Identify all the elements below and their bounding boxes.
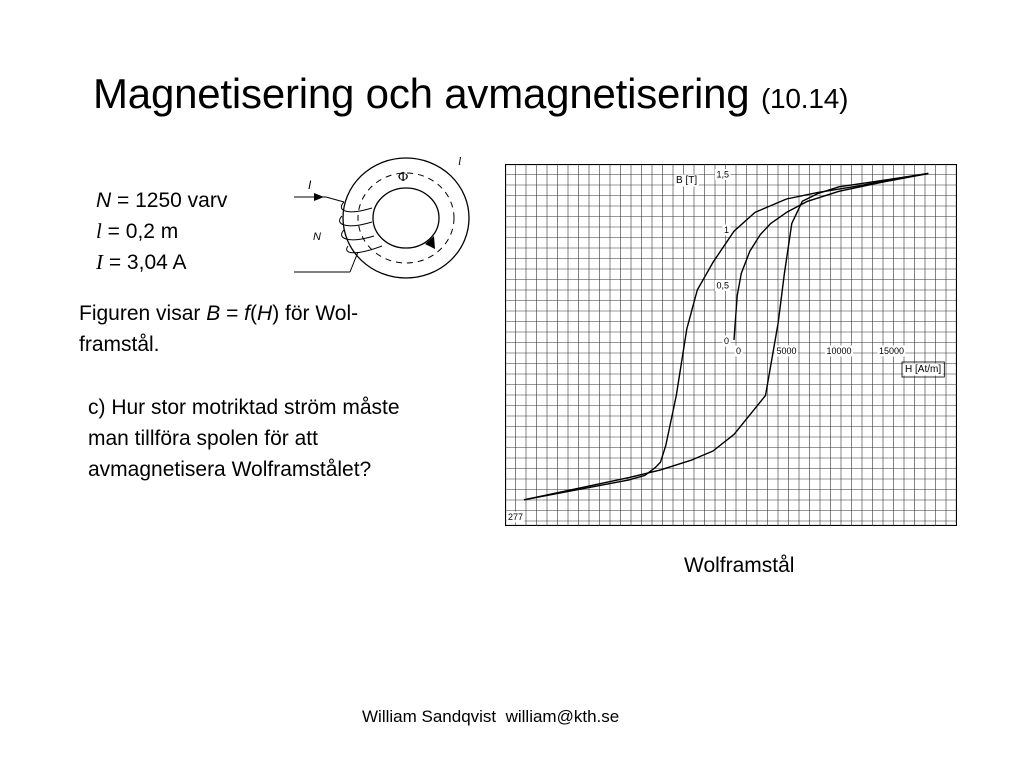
footer-author: William Sandqvist william@kth.se	[362, 707, 620, 726]
fig-text-eq: =	[220, 302, 245, 325]
y-tick-label: 1	[723, 225, 729, 235]
param-turns	[96, 186, 227, 216]
question-text	[88, 392, 400, 485]
param-current-value: = 3,04 A	[103, 251, 187, 274]
question-line1: c) Hur stor motriktad ström måste	[88, 396, 400, 419]
coil-turn-1	[341, 202, 372, 212]
chart-grid	[505, 164, 957, 526]
x-tick-label: 10000	[826, 346, 852, 356]
fig-text-pre: Figuren visar	[79, 302, 207, 325]
param-length	[96, 216, 227, 247]
fig-text-b: B	[206, 302, 221, 325]
y-tick-label: 0,5	[716, 280, 729, 291]
toroid-inner-ring	[373, 188, 439, 248]
current-label: I	[308, 178, 312, 192]
flux-label: Φ	[398, 170, 409, 185]
param-length-value: = 0,2 m	[101, 220, 179, 243]
param-current	[96, 247, 227, 278]
x-tick-label: 0	[736, 346, 742, 356]
param-turns-symbol: N	[96, 189, 112, 212]
question-line2: man tillföra spolen för att	[88, 427, 318, 450]
page-number-label: 277	[508, 512, 524, 522]
fig-text-h: H	[257, 302, 273, 325]
x-tick-label: 15000	[878, 346, 905, 356]
figure-description-line2: framstål.	[79, 333, 160, 356]
fig-text-paren: (	[250, 302, 258, 325]
chart-border	[506, 165, 957, 526]
turns-label: N	[313, 231, 321, 243]
toroid-diagram	[286, 150, 486, 285]
page-title	[93, 70, 848, 118]
figure-description	[79, 298, 358, 360]
x-axis-title: H [At/m]	[905, 364, 942, 375]
param-length-symbol: l	[96, 219, 102, 243]
title-main: Magnetisering och avmagnetisering	[93, 70, 750, 117]
hysteresis-curve-3	[734, 174, 928, 341]
coil-turn-2	[340, 216, 372, 226]
lead-wire-in-joint	[326, 197, 344, 202]
param-turns-value: = 1250 varv	[111, 189, 228, 212]
y-tick-label: 0	[723, 336, 729, 346]
title-reference: (10.14)	[760, 83, 849, 114]
figure-caption: Wolframstål	[684, 554, 795, 577]
fig-text-f: f	[244, 302, 251, 325]
bh-hysteresis-chart	[505, 164, 957, 526]
fig-text-post: ) för Wol-	[272, 302, 359, 325]
lead-wire-out-joint	[350, 252, 358, 272]
question-line3: avmagnetisera Wolframstålet?	[88, 458, 372, 481]
parameter-list	[96, 186, 227, 278]
length-label: l	[458, 154, 462, 168]
figure-description-line1	[79, 298, 358, 329]
x-tick-label: 5000	[776, 346, 797, 356]
param-current-symbol: I	[96, 250, 103, 274]
y-tick-label: 1,5	[716, 169, 729, 180]
current-arrow-icon	[314, 193, 324, 201]
y-axis-title: B [T]	[676, 175, 698, 186]
